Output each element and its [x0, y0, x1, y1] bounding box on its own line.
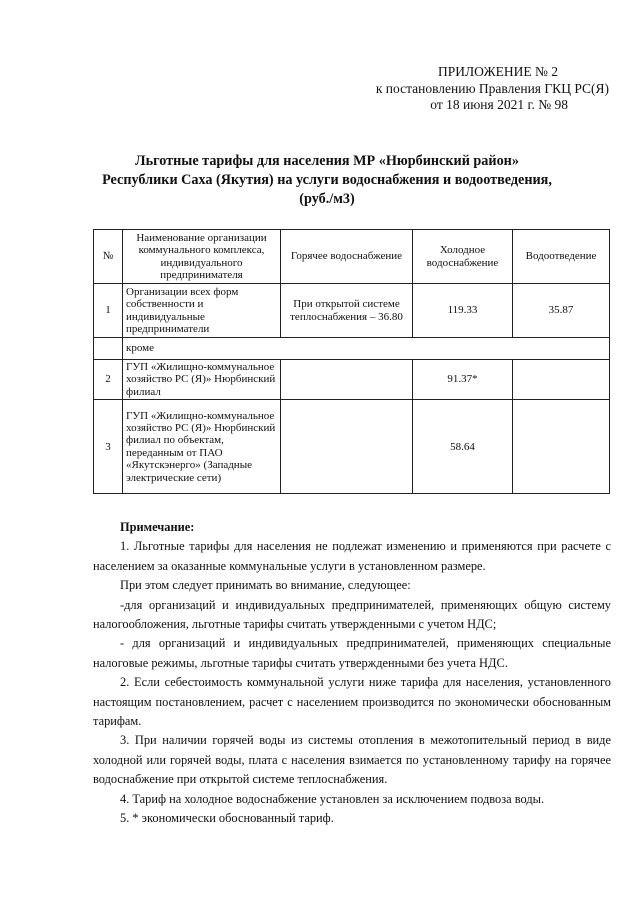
row3-cold-water: 58.64	[413, 400, 513, 494]
except-label: кроме	[123, 338, 610, 360]
note-paragraph-2: При этом следует принимать во внимание, следующее:	[120, 578, 411, 593]
appendix-date: от 18 июня 2021 г. № 98	[430, 97, 568, 112]
row3-drainage	[513, 400, 610, 494]
header-cold-water: Холодное водоснабжение	[413, 230, 513, 284]
row3-hot-water	[281, 400, 413, 494]
title-line-1: Льготные тарифы для населения МР «Нюрбинский район»	[135, 153, 519, 169]
row1-org: Организации всех форм собственности и индивидуальные предприниматели	[123, 284, 281, 338]
table-header-row	[94, 230, 610, 284]
note-paragraph-6: 3. При наличии горячей воды из системы отопления в межотопительный период в виде холодной или горячей воды, плата с населения взимается по установленному тарифу на горячее водоснабжение при открытой системе теплоснабжения.	[93, 733, 611, 787]
row1-drainage: 35.87	[513, 284, 610, 338]
note-paragraph-1: 1. Льготные тарифы для населения не подлежат изменению и применяются при расчете с населением за оказанные коммунальные услуги в установленном размере.	[93, 539, 611, 573]
appendix-resolution: к постановлению Правления ГКЦ РС(Я)	[375, 80, 609, 96]
notes-heading: Примечание:	[120, 520, 195, 534]
except-num-cell	[94, 338, 123, 360]
note-paragraph-8: 5. * экономически обоснованный тариф.	[120, 811, 334, 826]
appendix-number: ПРИЛОЖЕНИЕ № 2	[437, 64, 558, 79]
header-hot-water: Горячее водоснабжение	[281, 230, 413, 284]
title-line-2: Республики Саха (Якутия) на услуги водоснабжения и водоотведения,	[102, 172, 552, 188]
row2-num: 2	[94, 360, 123, 400]
table-row-except	[94, 338, 610, 360]
header-org: Наименование организации коммунального комплекса, индивидуального предпринимателя	[123, 230, 281, 284]
row2-org: ГУП «Жилищно-коммунальное хозяйство РС (Я)» Нюрбинский филиал	[123, 360, 281, 400]
tariff-table	[93, 229, 610, 494]
header-num: №	[94, 230, 123, 284]
row3-org: ГУП «Жилищно-коммунальное хозяйство РС (Я)» Нюрбинский филиал по объектам, переданным от ПАО «Якутскэнерго» (Западные электрические сети)	[123, 400, 281, 494]
note-paragraph-7: 4. Тариф на холодное водоснабжение установлен за исключением подвоза воды.	[120, 791, 545, 806]
note-paragraph-4: - для организаций и индивидуальных предпринимателей, применяющих специальные налоговые режимы, льготные тарифы считать утвержденными без учета НДС.	[93, 636, 611, 670]
row1-cold-water: 119.33	[413, 284, 513, 338]
document-title	[47, 152, 607, 209]
row2-cold-water: 91.37*	[413, 360, 513, 400]
table-row	[94, 284, 610, 338]
notes-section	[93, 518, 611, 829]
note-paragraph-3: -для организаций и индивидуальных предпринимателей, применяющих общую систему налогообложения, льготные тарифы считать утвержденными с учетом НДС;	[93, 597, 611, 632]
row2-drainage	[513, 360, 610, 400]
table-row	[94, 360, 610, 400]
title-line-3: (руб./м3)	[299, 191, 355, 207]
row1-num: 1	[94, 284, 123, 338]
row1-hot-water: При открытой системе теплоснабжения – 36.80	[281, 284, 413, 338]
row2-hot-water	[281, 360, 413, 400]
row3-num: 3	[94, 400, 123, 494]
appendix-header	[300, 64, 609, 114]
note-paragraph-5: 2. Если себестоимость коммунальной услуги ниже тарифа для населения, установленного настоящим постановлением, расчет с населением производится по экономически обоснованным тарифам.	[93, 675, 611, 729]
table-row	[94, 400, 610, 494]
header-drainage: Водоотведение	[513, 230, 610, 284]
